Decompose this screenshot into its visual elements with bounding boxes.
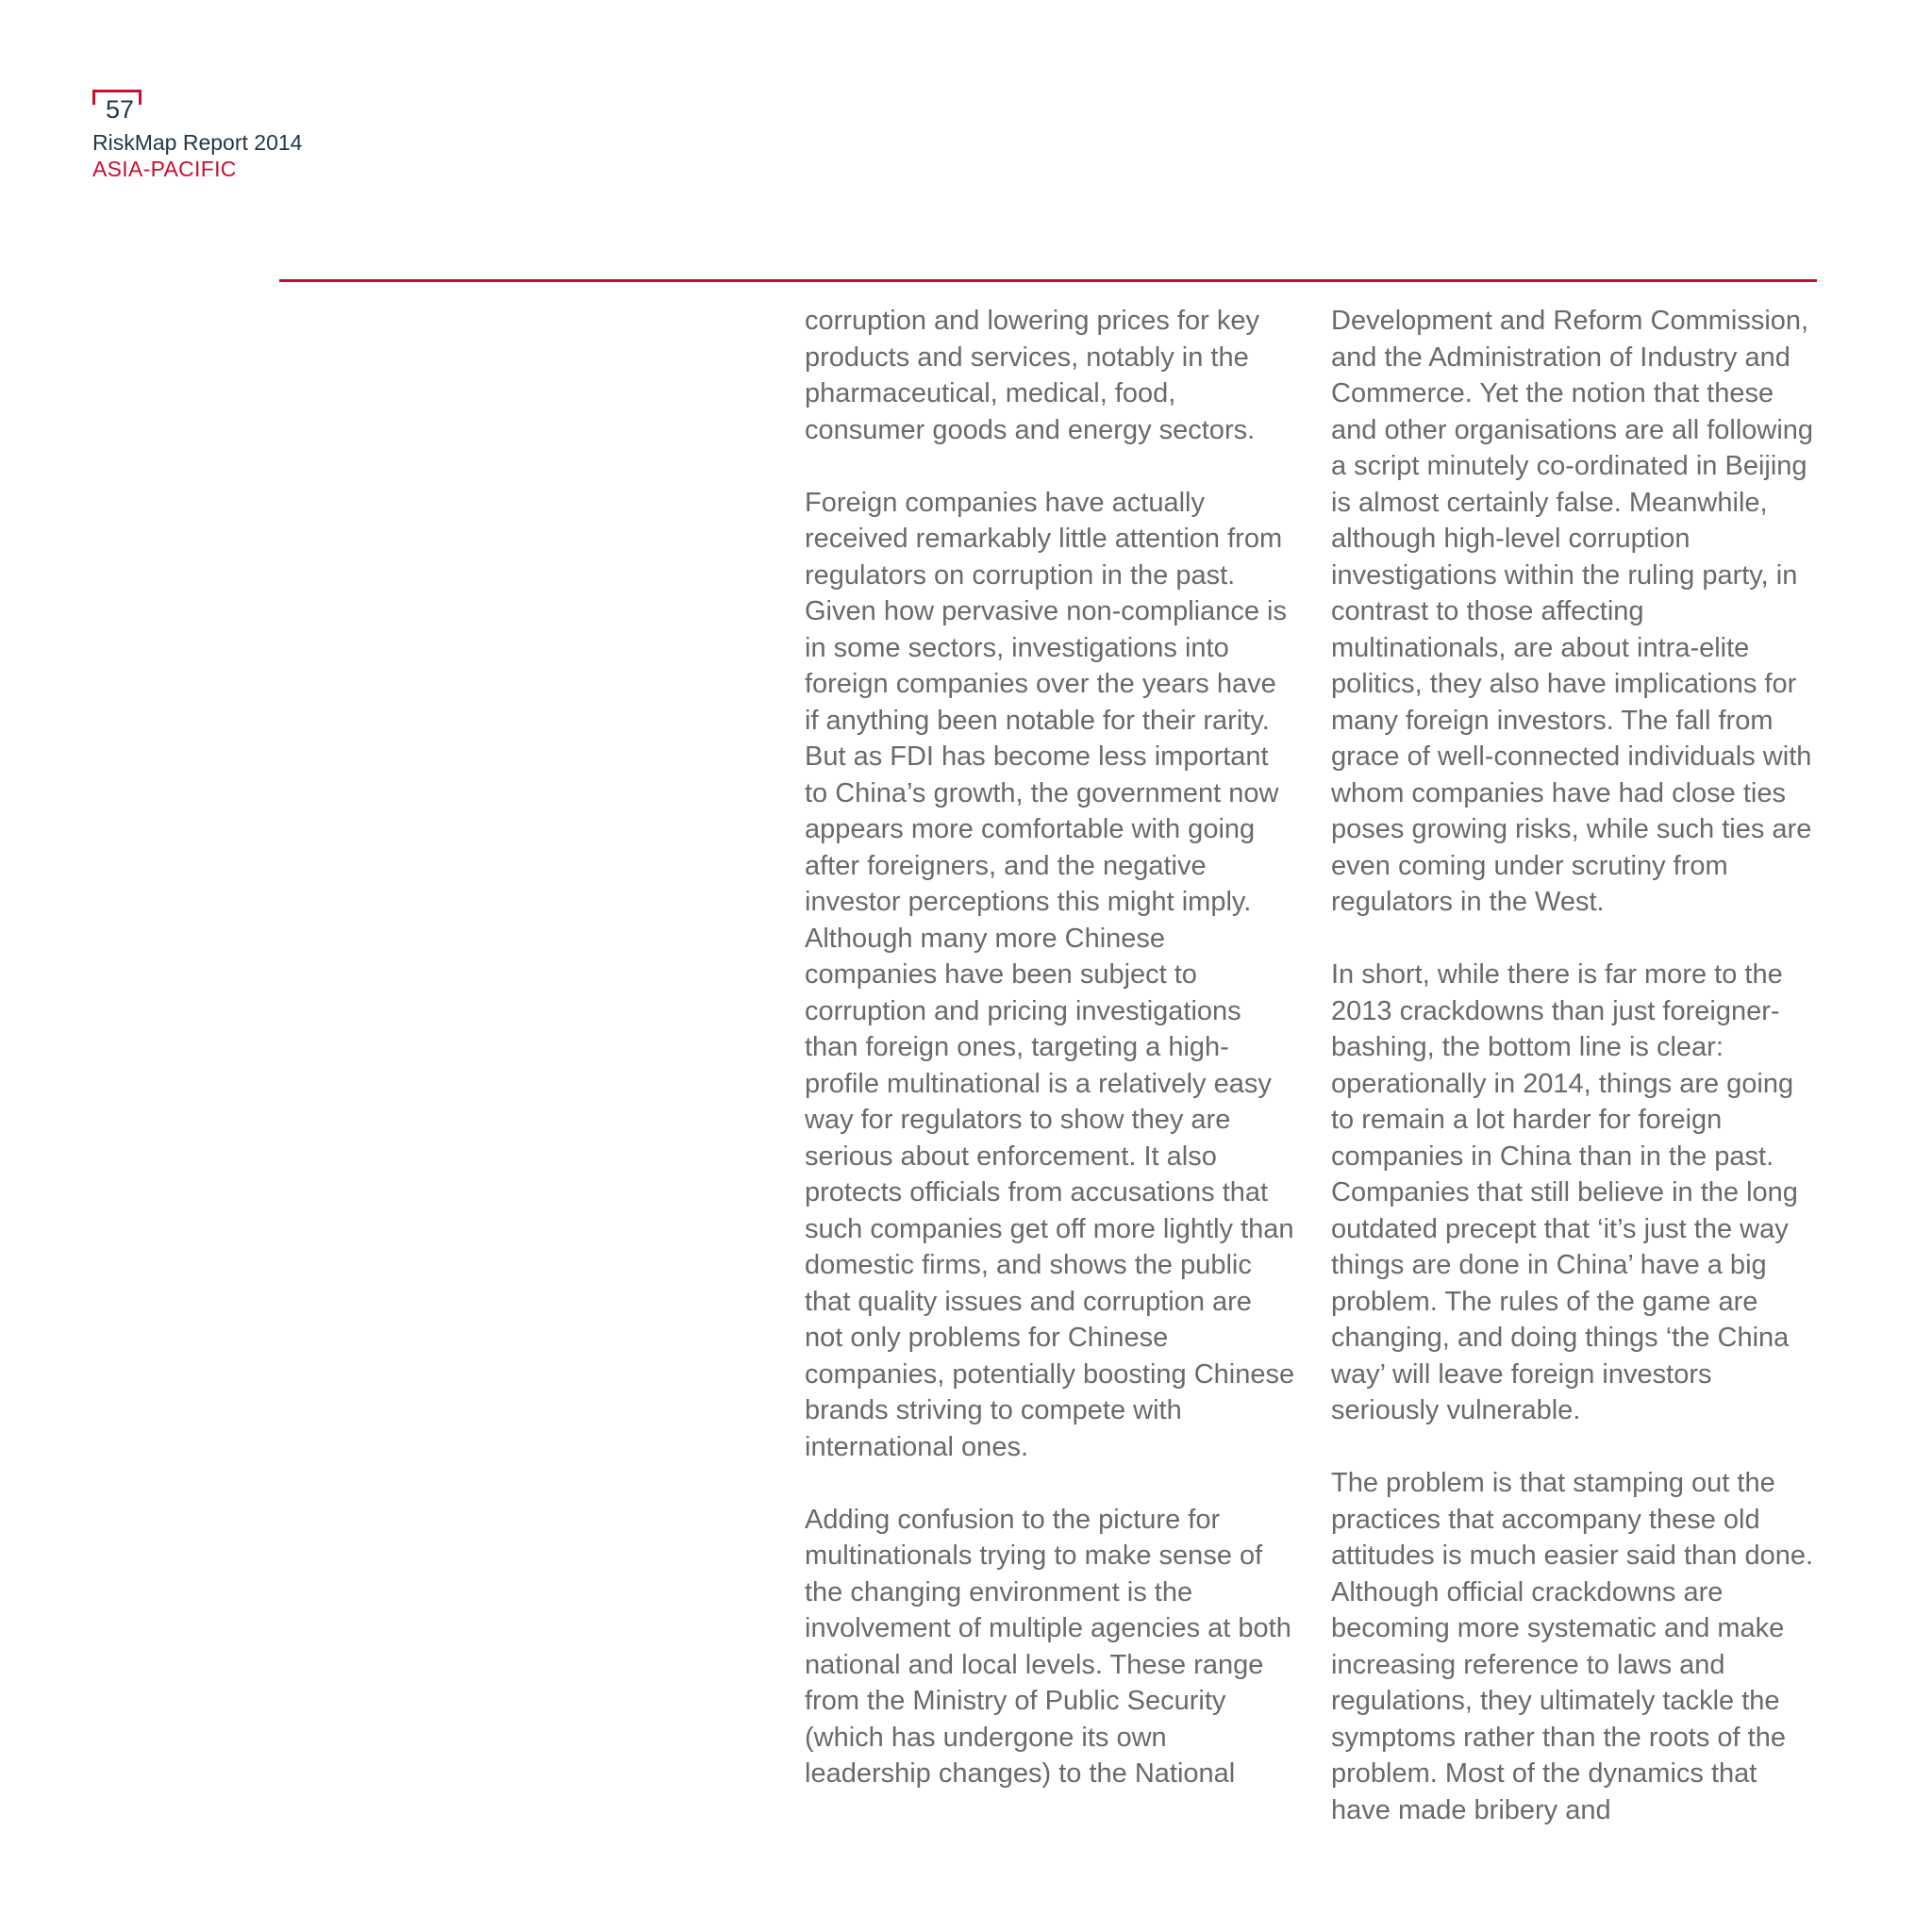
page-number: 57: [106, 95, 135, 124]
page-header: [92, 90, 432, 182]
paragraph: Adding confusion to the picture for multinationals trying to make sense of the changing environment is the involvement of multiple agencies at both national and local levels. These range from the Ministry of Public Security (which has undergone its own leadership changes) to the National: [805, 1504, 1291, 1789]
report-title: RiskMap Report 2014: [92, 130, 303, 155]
paragraph: Development and Reform Commission, and the Administration of Industry and Commerce. Yet the notion that these and other organisations are all following a script minutely co-ordinated in Beijing is almost certainly false. Meanwhile, although high-level corruption investigations within the ruling party, in contrast to those affecting multinationals, are about intra-elite politics, they also have implications for many foreign investors. The fall from grace of well-connected individuals with whom companies have had close ties poses growing risks, while such ties are even coming under scrutiny from regulators in the West.: [1331, 306, 1814, 917]
paragraph: In short, while there is far more to the 2013 crackdowns than just foreigner-bashing, the bottom line is clear: operationally in 2014, things are going to remain a lot harder for foreign companies in China than in the past. Companies that still believe in the long outdated precept that ‘it’s just the way things are done in China’ have a big problem. The rules of the game are changing, and doing things ‘the China way’ will leave foreign investors seriously vulnerable.: [1331, 959, 1798, 1425]
section-title: ASIA-PACIFIC: [92, 157, 237, 181]
text-column-left: [805, 303, 1295, 1828]
paragraph: corruption and lowering prices for key products and services, notably in the pharmaceutical, medical, food, consumer goods and energy sectors.: [805, 306, 1259, 445]
page-number-bracket: [92, 90, 142, 125]
paragraph: The problem is that stamping out the practices that accompany these old attitudes is much easier said than done. Although official crackdowns are becoming more systematic and make increasing reference to laws and regulations, they ultimately tackle the symptoms rather than the roots of the problem. Most of the dynamics that have made bribery and: [1331, 1468, 1814, 1825]
section-divider: [279, 279, 1817, 282]
text-column-right: [1331, 303, 1822, 1865]
paragraph: Foreign companies have actually received remarkably little attention from regulators on corruption in the past. Given how pervasive non-compliance is in some sectors, investigations into foreign companies over the years have if anything been notable for their rarity. But as FDI has become less important to China’s growth, the government now appears more comfortable with going after foreigners, and the negative investor perceptions this might imply. Although many more Chinese companies have been subject to corruption and pricing investigations than foreign ones, targeting a high-profile multinational is a relatively easy way for regulators to show they are serious about enforcement. It also protects officials from accusations that such companies get off more lightly than domestic firms, and shows the public that quality issues and corruption are not only problems for Chinese companies, potentially boosting Chinese brands striving to compete with international ones.: [805, 487, 1295, 1462]
